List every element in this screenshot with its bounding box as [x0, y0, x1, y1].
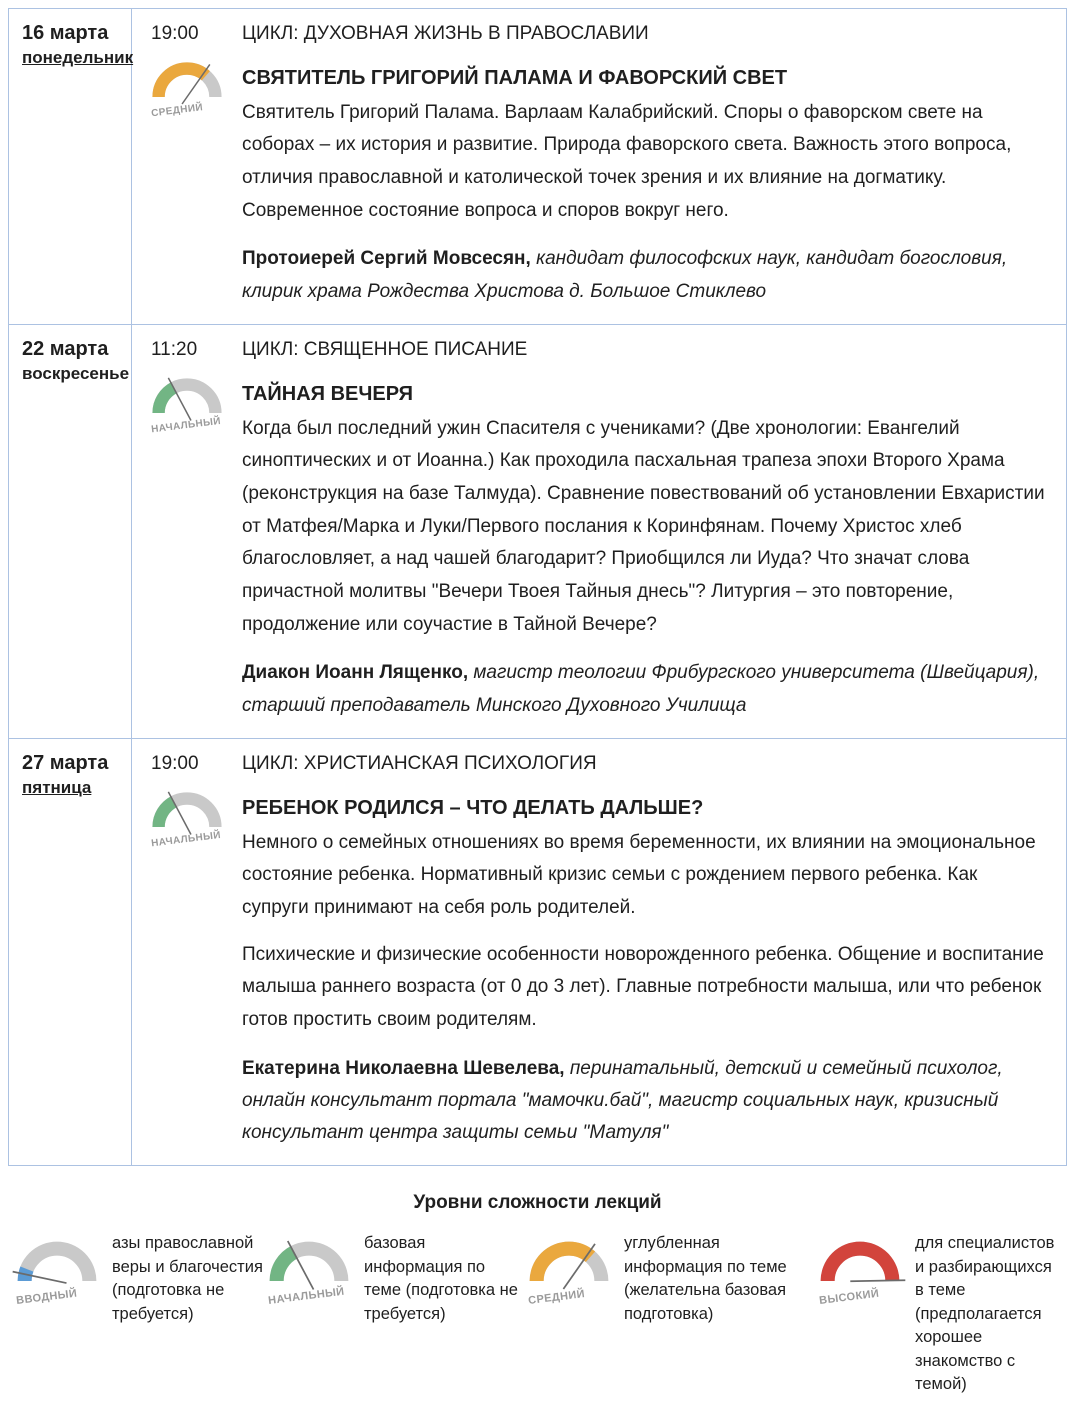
legend-items: [16, 1230, 1059, 1396]
difficulty-gauge: [150, 377, 223, 436]
lecturer-line: [242, 657, 1046, 722]
difficulty-gauge: [150, 791, 223, 850]
lecturer-line: [242, 243, 1046, 308]
lecture-title: СВЯТИТЕЛЬ ГРИГОРИЙ ПАЛАМА И ФАВОРСКИЙ СВЕТ: [242, 66, 788, 89]
lecture-description: Когда был последний ужин Спасителя с учениками? (Две хронологии: Евангелий синоптических и от Иоанна.) Как проходила пасхальная трапеза эпохи Второго Храма (реконструкция на базе Талмуда). Сравнение повествований об установлении Евхаристии от Матфея/Марка и Луки/Первого послания к Коринфянам. Почему Христос хлеб благословляет, а над чашей благодарит? Приобщился ли Иуда? Что значат слова причастной молитвы "Вечери Твоея Тайныя днесь"? Литургия – это повторение, продолжение или соучастие в Тайной Вечере?: [242, 417, 1045, 635]
lecture-text-column: [242, 337, 1048, 722]
date-label: 27 марта: [22, 751, 109, 774]
gauge-level-label: НАЧАЛЬНЫЙ: [150, 416, 222, 436]
date-label: 16 марта: [22, 22, 109, 44]
legend-title: Уровни сложности лекций: [413, 1192, 662, 1214]
lecturer-name: Протоиерей Сергий Мовсесян,: [242, 248, 531, 270]
gauge-level-label: ВЫСОКИЙ: [818, 1287, 880, 1307]
table-row: [9, 325, 1066, 739]
cycle-label: ЦИКЛ: ДУХОВНАЯ ЖИЗНЬ В ПРАВОСЛАВИИ: [242, 23, 649, 44]
difficulty-gauge: [818, 1240, 901, 1307]
difficulty-legend: [8, 1192, 1067, 1396]
legend-item-nachalny: [268, 1230, 524, 1396]
weekday-label: воскресенье: [22, 363, 130, 383]
gauge-level-label: НАЧАЛЬНЫЙ: [267, 1285, 346, 1307]
gauge-level-label: ВВОДНЫЙ: [15, 1287, 78, 1307]
difficulty-gauge: [527, 1240, 610, 1307]
lecturer-credentials: кандидат философских наук, кандидат богословия, клирик храма Рождества Христова д. Большое Стиклево: [242, 248, 1008, 302]
lecture-description: Святитель Григорий Палама. Варлаам Калабрийский. Споры о фаворском свете на соборах – их история и развитие. Природа фаворского света. Важность этого вопроса, отличия православной и католической точек зрения и их влияние на догматику. Современное состояние вопроса и споров вокруг него.: [242, 101, 1012, 221]
lecture-title: ТАЙНАЯ ВЕЧЕРЯ: [242, 382, 413, 405]
gauge-level-label: СРЕДНИЙ: [150, 102, 204, 120]
cycle-label: ЦИКЛ: СВЯЩЕННОЕ ПИСАНИЕ: [242, 338, 528, 360]
time-and-level-column: [151, 337, 242, 722]
legend-item-description: для специалистов и разбирающихся в теме (предполагается хорошее знакомство с темой): [915, 1234, 1055, 1393]
time-label: 11:20: [151, 338, 198, 360]
lecture-text-column: [242, 751, 1048, 1150]
table-row: [9, 739, 1066, 1166]
gauge-arc-icon: [151, 61, 223, 103]
difficulty-gauge: [150, 61, 223, 120]
lecturer-credentials: перинатальный, детский и семейный психолог, онлайн консультант портала "мамочки.бай", магистр социальных наук, кризисный консультант центра защиты семьи "Матуля": [242, 1057, 1003, 1144]
gauge-arc-icon: [151, 377, 223, 419]
lecturer-line: [242, 1053, 1046, 1150]
lecture-cell: [132, 739, 1066, 1166]
time-and-level-column: [151, 751, 242, 1150]
legend-item-description: азы православной веры и благочестия (подготовка не требуется): [112, 1234, 263, 1323]
gauge-arc-icon: [268, 1240, 350, 1287]
cycle-label: ЦИКЛ: ХРИСТИАНСКАЯ ПСИХОЛОГИЯ: [242, 752, 597, 774]
lecture-title: РЕБЕНОК РОДИЛСЯ – ЧТО ДЕЛАТЬ ДАЛЬШЕ?: [242, 796, 704, 819]
legend-item-description: углубленная информация по теме (желательна базовая подготовка): [624, 1234, 787, 1323]
lecture-cell: [132, 325, 1066, 738]
date-cell: [9, 9, 132, 324]
date-label: 22 марта: [22, 337, 109, 360]
date-cell: [9, 739, 132, 1166]
legend-item-sredny: [528, 1230, 815, 1396]
difficulty-gauge: [15, 1240, 98, 1307]
lecture-cell: [132, 9, 1066, 324]
lecture-text-column: [242, 21, 1048, 308]
lecture-description: Немного о семейных отношениях во время беременности, их влиянии на эмоциональное состояние ребенка. Нормативный кризис семьи с рождением первого ребенка. Как супруги принимают на себя роль родителей.: [242, 831, 1036, 918]
schedule-table: [8, 8, 1067, 1166]
table-row: [9, 9, 1066, 325]
legend-item-description: базовая информация по теме (подготовка не требуется): [364, 1234, 518, 1323]
time-label: 19:00: [151, 752, 199, 774]
gauge-arc-icon: [528, 1240, 610, 1287]
gauge-arc-icon: [819, 1240, 901, 1287]
difficulty-gauge: [267, 1240, 350, 1307]
gauge-level-label: СРЕДНИЙ: [527, 1287, 586, 1307]
gauge-arc-icon: [151, 791, 223, 833]
weekday-label: пятница: [22, 777, 92, 797]
date-cell: [9, 325, 132, 738]
lecturer-name: Екатерина Николаевна Шевелева,: [242, 1057, 565, 1079]
lecturer-name: Диакон Иоанн Лященко,: [242, 662, 469, 684]
lecture-description: Психические и физические особенности новорожденного ребенка. Общение и воспитание малыша раннего возраста (от 0 до 3 лет). Главные потребности малыша, или что ребенок готов простить своим родителям.: [242, 943, 1044, 1030]
lecturer-credentials: магистр теологии Фрибургского университета (Швейцария), старший преподаватель Минского Духовного Училища: [242, 662, 1040, 716]
legend-item-vvodny: [16, 1230, 264, 1396]
time-label: 19:00: [151, 23, 199, 44]
gauge-arc-icon: [16, 1240, 98, 1287]
time-and-level-column: [151, 21, 242, 308]
gauge-level-label: НАЧАЛЬНЫЙ: [150, 830, 222, 850]
legend-item-vysoky: [819, 1230, 1059, 1396]
weekday-label: понедельник: [22, 48, 134, 67]
